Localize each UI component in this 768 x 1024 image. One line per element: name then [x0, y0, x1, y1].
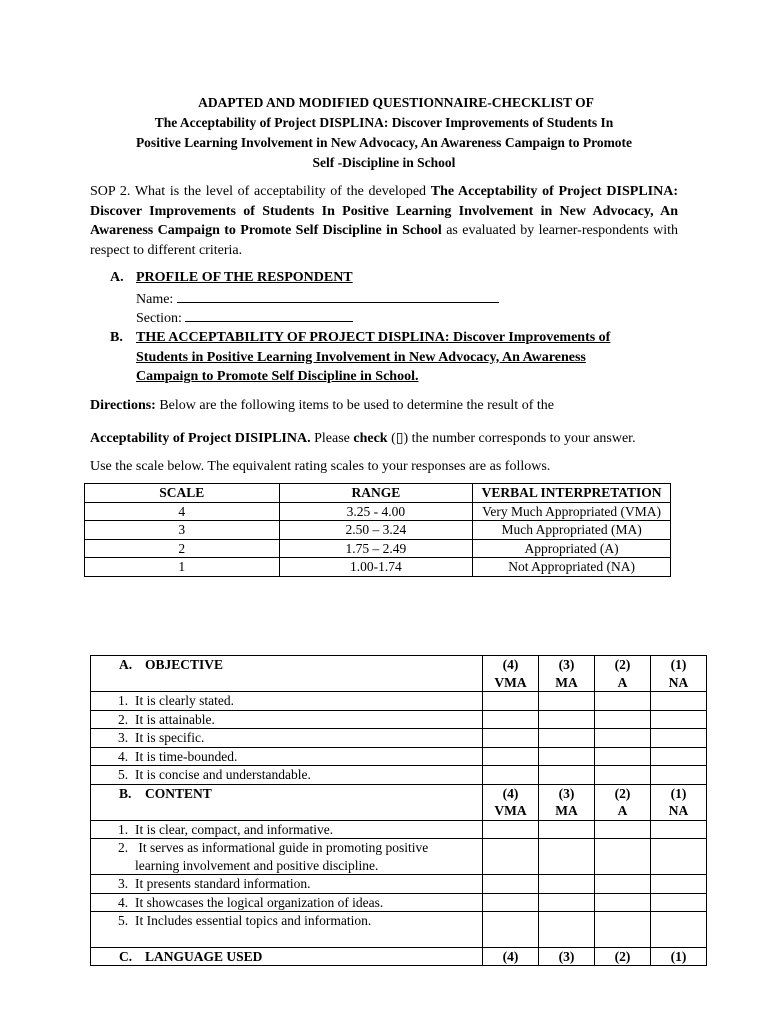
directions-line-3: Use the scale below. The equivalent rating scales to your responses are as follows.: [90, 459, 551, 474]
table-row: [91, 893, 707, 912]
section-b-line-1: THE ACCEPTABILITY OF PROJECT DISPLINA: Discover Improvements of: [136, 330, 611, 345]
rating-4-cell[interactable]: [483, 875, 539, 894]
directions-text-2b: (▯) the number corresponds to your answer.: [387, 431, 636, 446]
table-row: [85, 502, 671, 521]
item-label: 4. It showcases the logical organization of ideas.: [91, 893, 483, 912]
range-cell: 2.50 – 3.24: [279, 521, 473, 540]
section-a-title: PROFILE OF THE RESPONDENT: [136, 270, 353, 285]
section-a-heading: [110, 268, 353, 287]
rating-1-cell[interactable]: [651, 729, 707, 748]
document-title: [96, 93, 672, 173]
rating-4-cell[interactable]: [483, 729, 539, 748]
name-field-row: [136, 289, 499, 309]
title-line-2: The Acceptability of Project DISPLINA: Discover Improvements of Students In: [154, 115, 614, 130]
range-header: RANGE: [279, 484, 473, 503]
rating-2-header: (2) A: [595, 656, 651, 692]
sop-bold: The Acceptability of Project DISPLINA: Discover Improvements of Students In Positive Learning Involvement in New Advocacy, An Awareness Campaign to Promote Self Discipline in School: [90, 184, 678, 238]
section-b-title: [136, 328, 610, 387]
name-label: Name:: [136, 292, 174, 307]
rating-3-cell[interactable]: [539, 766, 595, 785]
rating-2-cell[interactable]: [595, 893, 651, 912]
rating-3-cell[interactable]: [539, 692, 595, 711]
rating-1-cell[interactable]: [651, 692, 707, 711]
rating-4-cell[interactable]: [483, 820, 539, 839]
scale-cell: 1: [85, 558, 280, 577]
item-label: 3. It presents standard information.: [91, 875, 483, 894]
evaluation-checklist-table: [90, 655, 707, 966]
rating-3-cell[interactable]: [539, 747, 595, 766]
rating-4-cell[interactable]: [483, 766, 539, 785]
rating-2-cell[interactable]: [595, 820, 651, 839]
rating-4-cell[interactable]: [483, 692, 539, 711]
rating-2-header: (2): [595, 947, 651, 966]
rating-1-cell[interactable]: [651, 839, 707, 875]
rating-4-cell[interactable]: [483, 839, 539, 875]
rating-2-cell[interactable]: [595, 839, 651, 875]
title-line-1: ADAPTED AND MODIFIED QUESTIONNAIRE-CHECKLIST OF: [198, 95, 594, 110]
rating-4-cell[interactable]: [483, 747, 539, 766]
directions-line-2: [90, 429, 636, 448]
rating-4-header: (4) VMA: [483, 656, 539, 692]
table-row: [85, 539, 671, 558]
rating-4-cell[interactable]: [483, 912, 539, 948]
item-label: 1. It is clearly stated.: [91, 692, 483, 711]
criterion-header-row: [91, 784, 707, 820]
range-cell: 1.75 – 2.49: [279, 539, 473, 558]
rating-1-header: (1): [651, 947, 707, 966]
table-row: [91, 692, 707, 711]
directions-text-2a: Please: [310, 431, 354, 446]
rating-2-cell[interactable]: [595, 729, 651, 748]
directions-text-1: Below are the following items to be used to determine the result of the: [155, 398, 554, 413]
directions-check: check: [353, 431, 388, 446]
section-field-row: [136, 308, 353, 328]
interpretation-cell: Not Appropriated (NA): [473, 558, 671, 577]
scale-cell: 4: [85, 502, 280, 521]
interpretation-cell: Appropriated (A): [473, 539, 671, 558]
table-row: [91, 839, 707, 875]
rating-4-header: (4) VMA: [483, 784, 539, 820]
rating-1-cell[interactable]: [651, 747, 707, 766]
rating-1-cell[interactable]: [651, 893, 707, 912]
interpretation-cell: Very Much Appropriated (VMA): [473, 502, 671, 521]
range-cell: 3.25 - 4.00: [279, 502, 473, 521]
table-row: [91, 710, 707, 729]
rating-1-cell[interactable]: [651, 912, 707, 948]
scale-cell: 2: [85, 539, 280, 558]
rating-2-cell[interactable]: [595, 875, 651, 894]
criterion-title: A. OBJECTIVE: [91, 656, 483, 692]
directions-bold-2: Acceptability of Project DISIPLINA.: [90, 431, 311, 446]
rating-2-header: (2) A: [595, 784, 651, 820]
rating-3-cell[interactable]: [539, 912, 595, 948]
range-cell: 1.00-1.74: [279, 558, 473, 577]
directions-line-1: [90, 396, 554, 415]
rating-2-cell[interactable]: [595, 766, 651, 785]
item-label: 3. It is specific.: [91, 729, 483, 748]
item-label: 2. It is attainable.: [91, 710, 483, 729]
rating-1-header: (1) NA: [651, 656, 707, 692]
item-label: 2. It serves as informational guide in promoting positive learning involvement and positive discipline.: [91, 839, 483, 875]
scale-cell: 3: [85, 521, 280, 540]
sop-suffix: as evaluated by learner-respondents with respect to different criteria.: [90, 223, 678, 258]
rating-3-header: (3): [539, 947, 595, 966]
section-b-line-2: Students in Positive Learning Involvement in New Advocacy, An Awareness: [136, 349, 586, 365]
rating-4-cell[interactable]: [483, 893, 539, 912]
table-row: [91, 729, 707, 748]
directions-label: Directions:: [90, 398, 156, 413]
criterion-title: C. LANGUAGE USED: [91, 947, 483, 966]
rating-2-cell[interactable]: [595, 912, 651, 948]
rating-3-cell[interactable]: [539, 839, 595, 875]
table-row: [91, 875, 707, 894]
item-label: 1. It is clear, compact, and informative.: [91, 820, 483, 839]
rating-3-cell[interactable]: [539, 893, 595, 912]
item-label: 5. It is concise and understandable.: [91, 766, 483, 785]
section-label: Section:: [136, 311, 182, 326]
rating-2-cell[interactable]: [595, 710, 651, 729]
sop-prefix: SOP 2. What is the level of acceptability of the developed: [90, 184, 431, 199]
table-row: [91, 820, 707, 839]
rating-3-cell[interactable]: [539, 875, 595, 894]
rating-1-header: (1) NA: [651, 784, 707, 820]
table-row: [91, 747, 707, 766]
rating-1-cell[interactable]: [651, 766, 707, 785]
item-label: 4. It is time-bounded.: [91, 747, 483, 766]
section-b-line-3: Campaign to Promote Self Discipline in School.: [136, 369, 419, 384]
rating-3-cell[interactable]: [539, 710, 595, 729]
name-blank-line[interactable]: [177, 289, 499, 303]
table-row: [91, 766, 707, 785]
rating-4-header: (4): [483, 947, 539, 966]
title-line-4: Self -Discipline in School: [312, 155, 456, 170]
sop-paragraph: [90, 182, 678, 260]
rating-2-cell[interactable]: [595, 692, 651, 711]
criterion-header-row: [91, 947, 707, 966]
verbal-interpretation-header: VERBAL INTERPRETATION: [473, 484, 671, 503]
rating-2-cell[interactable]: [595, 747, 651, 766]
rating-3-cell[interactable]: [539, 820, 595, 839]
rating-3-header: (3) MA: [539, 784, 595, 820]
rating-3-cell[interactable]: [539, 729, 595, 748]
title-line-3: Positive Learning Involvement in New Advocacy, An Awareness Campaign to Promote: [135, 135, 633, 150]
rating-4-cell[interactable]: [483, 710, 539, 729]
criterion-title: B. CONTENT: [91, 784, 483, 820]
scale-header: SCALE: [85, 484, 280, 503]
rating-1-cell[interactable]: [651, 710, 707, 729]
criterion-header-row: [91, 656, 707, 692]
table-row: [85, 558, 671, 577]
section-b-letter: B.: [110, 330, 123, 345]
item-label: 5. It Includes essential topics and information.: [91, 912, 483, 948]
table-row: [91, 912, 707, 948]
table-row: [85, 521, 671, 540]
rating-1-cell[interactable]: [651, 875, 707, 894]
rating-1-cell[interactable]: [651, 820, 707, 839]
section-a-letter: A.: [110, 270, 124, 285]
scale-header-row: [85, 484, 671, 503]
section-blank-line[interactable]: [185, 308, 353, 322]
rating-scale-table: [84, 483, 671, 577]
interpretation-cell: Much Appropriated (MA): [473, 521, 671, 540]
rating-3-header: (3) MA: [539, 656, 595, 692]
